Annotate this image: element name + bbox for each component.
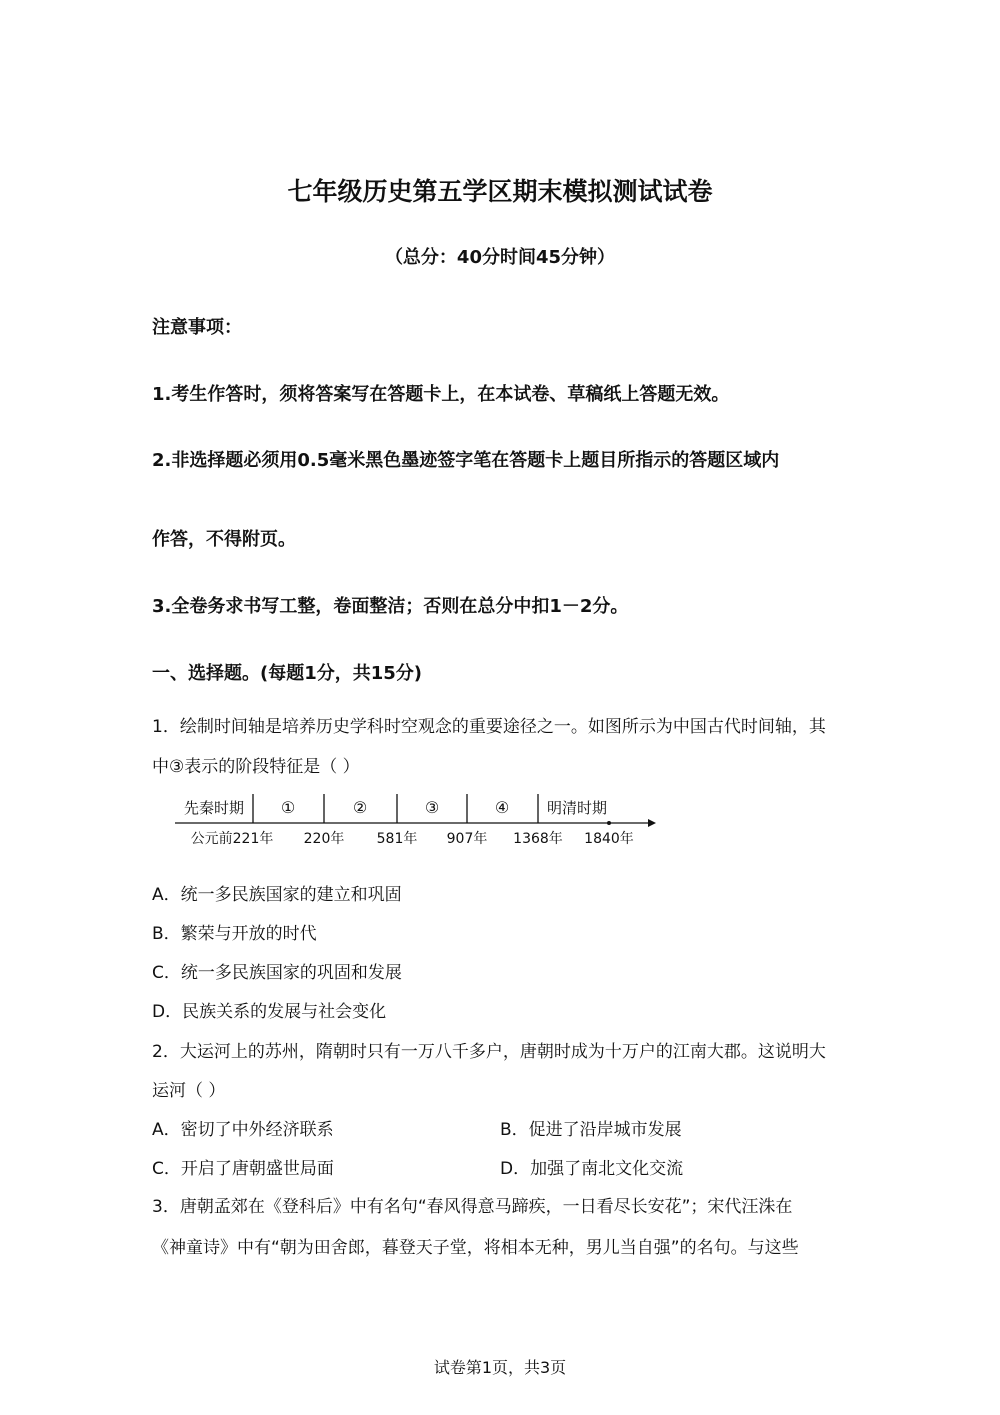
timeline-segment-ming-qing: 明清时期 xyxy=(546,799,608,817)
question-1-option-b: B．繁荣与开放的时代 xyxy=(152,924,317,944)
timeline-segment-3: ③ xyxy=(424,798,440,817)
timeline-date-1: 公元前221年 xyxy=(190,831,274,847)
question-3-stem-line1: 3．唐朝孟郊在《登科后》中有名句“春风得意马蹄疾，一日看尽长安花”；宋代汪洙在 xyxy=(152,1197,793,1217)
question-2-option-c: C．开启了唐朝盛世局面 xyxy=(152,1159,334,1179)
timeline-date-3: 581年 xyxy=(376,831,418,847)
page-title: 七年级历史第五学区期末模拟测试试卷 xyxy=(287,177,713,206)
notice-item-3: 3.全卷务求书写工整，卷面整洁；否则在总分中扣1－2分。 xyxy=(152,596,629,617)
question-2-stem-line1: 2．大运河上的苏州，隋朝时只有一万八千多户，唐朝时成为十万户的江南大郡。这说明大 xyxy=(152,1042,826,1062)
timeline-segment-1: ① xyxy=(280,798,296,817)
page-subtitle: （总分：40分时间45分钟） xyxy=(384,247,616,268)
page-footer: 试卷第1页，共3页 xyxy=(433,1358,567,1377)
timeline-date-5: 1368年 xyxy=(513,831,563,847)
question-1-option-c: C．统一多民族国家的巩固和发展 xyxy=(152,963,402,983)
notice-item-2-cont: 作答，不得附页。 xyxy=(152,529,296,550)
question-2-option-b: B．促进了沿岸城市发展 xyxy=(500,1120,682,1140)
timeline-date-2: 220年 xyxy=(303,831,345,847)
question-1-option-a: A．统一多民族国家的建立和巩固 xyxy=(152,885,402,905)
question-2-option-d: D．加强了南北文化交流 xyxy=(500,1159,684,1179)
timeline-segment-pre-qin: 先秦时期 xyxy=(183,799,245,817)
question-3-stem-line2: 《神童诗》中有“朝为田舍郎，暮登天子堂，将相本无种，男儿当自强”的名句。与这些 xyxy=(152,1238,799,1258)
timeline-arrow xyxy=(648,819,656,827)
question-2-stem-line2: 运河（ ） xyxy=(152,1081,226,1101)
question-1-stem-line2: 中③表示的阶段特征是（ ） xyxy=(152,757,360,777)
timeline-figure xyxy=(170,788,660,850)
timeline-tick-1840 xyxy=(607,821,611,825)
notice-heading: 注意事项： xyxy=(152,317,242,338)
notice-item-1: 1.考生作答时，须将答案写在答题卡上，在本试卷、草稿纸上答题无效。 xyxy=(152,384,730,405)
question-2-option-a: A．密切了中外经济联系 xyxy=(152,1120,334,1140)
timeline-segment-4: ④ xyxy=(494,798,510,817)
question-1-option-d: D．民族关系的发展与社会变化 xyxy=(152,1002,387,1022)
notice-item-2: 2.非选择题必须用0.5毫米黑色墨迹签字笔在答题卡上题目所指示的答题区域内 xyxy=(152,450,780,471)
timeline-date-4: 907年 xyxy=(446,831,488,847)
timeline-segment-2: ② xyxy=(352,798,368,817)
section-heading: 一、选择题。(每题1分，共15分) xyxy=(152,663,423,684)
timeline-date-6: 1840年 xyxy=(584,831,634,847)
question-1-stem-line1: 1．绘制时间轴是培养历史学科时空观念的重要途径之一。如图所示为中国古代时间轴，其 xyxy=(152,717,826,737)
